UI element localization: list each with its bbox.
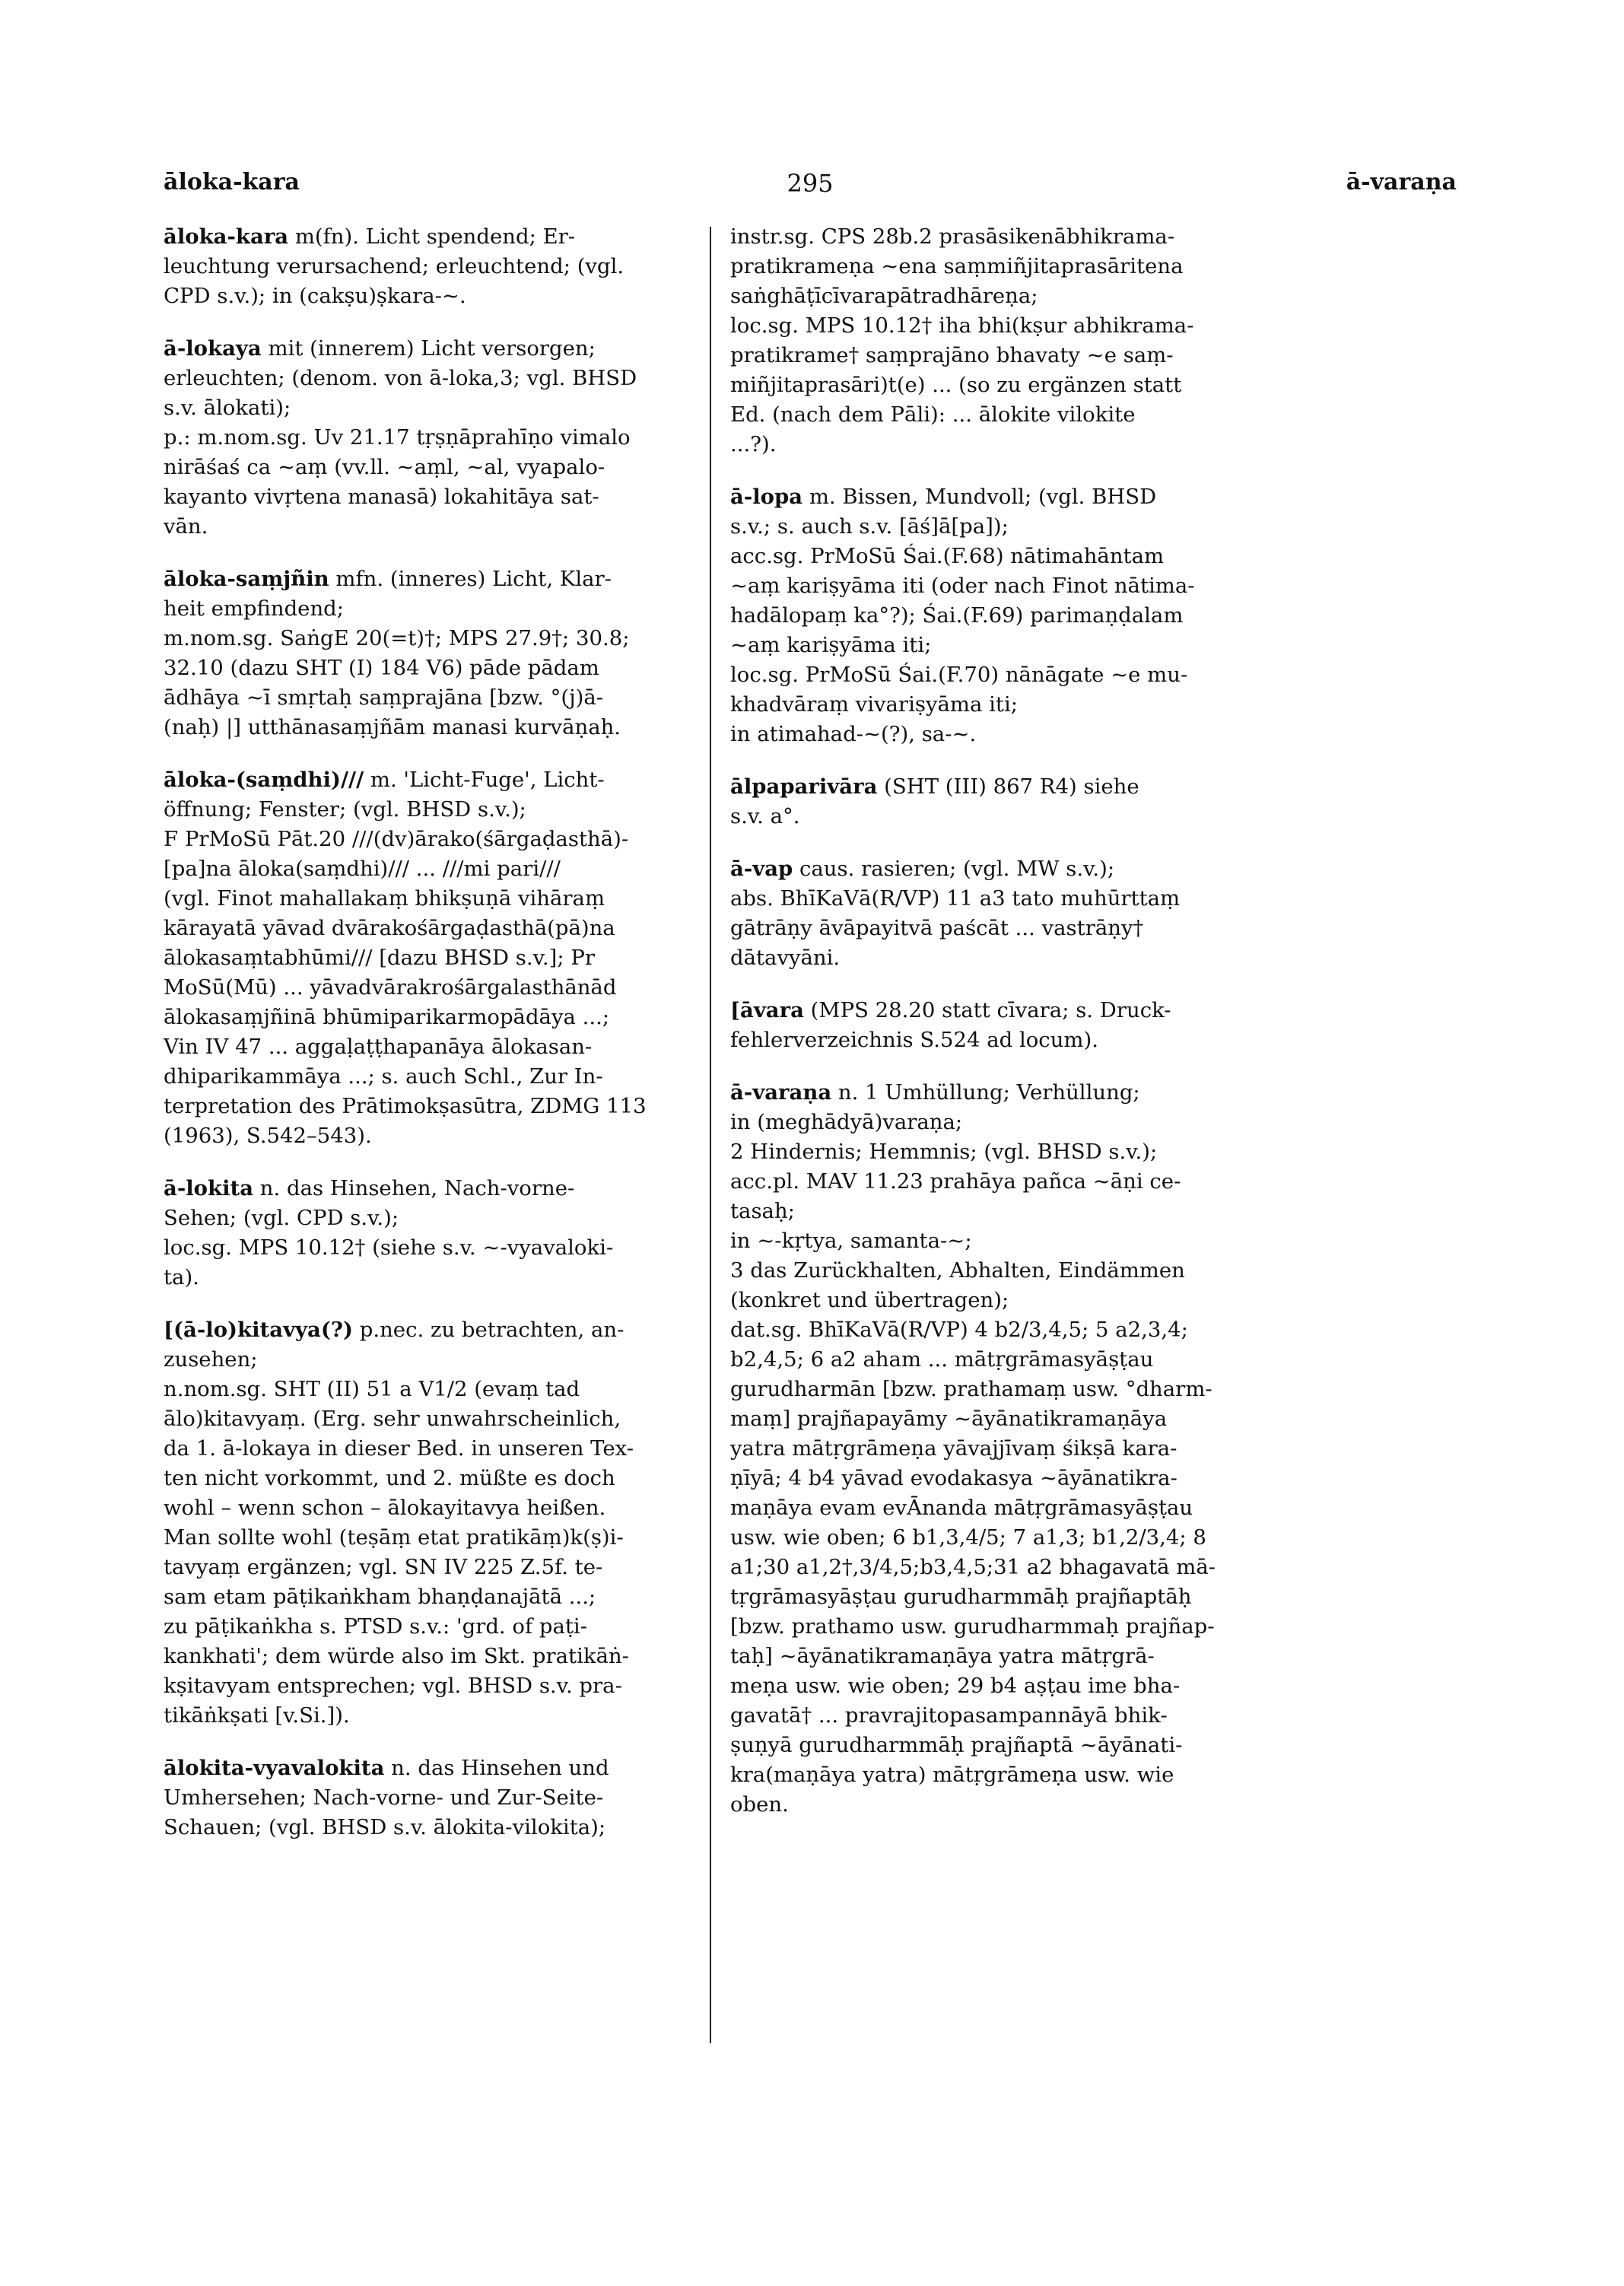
entry-line: dat.sg. BhīKaVā(R/VP) 4 b2/3,4,5; 5 a2,3,4;: [730, 1318, 1188, 1342]
entry-headword: āloka-(saṃdhi)///: [164, 768, 364, 792]
entry-line: taḥ] ~āyānatikramaṇāya yatra mātṛgrā-: [730, 1644, 1155, 1668]
entry-line: (naḥ) |] utthānasaṃjñām manasi kurvāṇaḥ.: [164, 715, 621, 739]
entry-headword: ā-varaṇa: [730, 1080, 832, 1105]
page-number: 295: [787, 169, 834, 198]
entry-line: hadālopaṃ ka°?); Śai.(F.69) parimaṇḍalam: [730, 603, 1184, 628]
entry-line: (konkret und übertragen);: [730, 1288, 1009, 1312]
dictionary-entry: [730, 996, 1346, 1055]
left-column: [164, 222, 757, 1865]
entry-line: oben.: [730, 1792, 789, 1817]
entry-line: öffnung; Fenster; (vgl. BHSD s.v.);: [164, 797, 526, 822]
entry-line: ā-varaṇa n. 1 Umhüllung; Verhüllung;: [730, 1080, 1140, 1105]
entry-line: ṇīyā; 4 b4 yāvad evodakasya ~āyānatikra-: [730, 1466, 1177, 1490]
entry-line: ādhāya ~ī smṛtaḥ saṃprajāna [bzw. °(j)ā-: [164, 685, 604, 710]
entry-line: kārayatā yāvad dvārakośārgaḍasthā(pā)na: [164, 916, 615, 940]
entry-line: 32.10 (dazu SHT (I) 184 V6) pāde pādam: [164, 656, 599, 680]
entry-line: Schauen; (vgl. BHSD s.v. ālokita-vilokita);: [164, 1815, 606, 1839]
entry-line: dātavyāni.: [730, 946, 841, 970]
entry-line: Vin IV 47 ... aggaḷaṭṭhapanāya ālokasan-: [164, 1035, 593, 1059]
entry-line: pratikrameṇa ~ena saṃmiñjitaprasāritena: [730, 254, 1184, 278]
entry-line: loc.sg. MPS 10.12† (siehe s.v. ~-vyavaloki-: [164, 1235, 614, 1260]
entry-line: F PrMoSū Pāt.20 ///(dv)ārako(śārgaḍasthā)-: [164, 827, 629, 851]
entry-line: (1963), S.542–543).: [164, 1124, 372, 1148]
dictionary-entry: [730, 854, 1346, 973]
entry-line: ā-vap caus. rasieren; (vgl. MW s.v.);: [730, 857, 1115, 881]
entry-line: fehlerverzeichnis S.524 ad locum).: [730, 1028, 1098, 1052]
entry-line: ten nicht vorkommt, und 2. müßte es doch: [164, 1466, 615, 1490]
entry-line: acc.sg. PrMoSū Śai.(F.68) nātimahāntam: [730, 544, 1165, 568]
entry-line: ā-lokita n. das Hinsehen, Nach-vorne-: [164, 1176, 575, 1200]
entry-headword: ālpaparivāra: [730, 774, 878, 799]
entry-line: s.v. ālokati);: [164, 396, 291, 420]
entry-line: instr.sg. CPS 28b.2 prasāsikenābhikrama-: [730, 224, 1175, 249]
entry-line: n.nom.sg. SHT (II) 51 a V1/2 (evaṃ tad: [164, 1377, 580, 1401]
entry-line: ...?).: [730, 432, 777, 456]
entry-line: heit empfindend;: [164, 596, 345, 621]
entry-line: [pa]na āloka(saṃdhi)/// ... ///mi pari///: [164, 857, 561, 881]
entry-line: 2 Hindernis; Hemmnis; (vgl. BHSD s.v.);: [730, 1140, 1158, 1164]
entry-line: Umhersehen; Nach-vorne- und Zur-Seite-: [164, 1785, 604, 1810]
entry-line: tavyaṃ ergänzen; vgl. SN IV 225 Z.5f. te-: [164, 1555, 603, 1579]
entry-line: nirāśaś ca ~aṃ (vv.ll. ~aṃl, ~al, vyapalo-: [164, 455, 605, 479]
entry-headword: āloka-kara: [164, 224, 289, 249]
entry-line: MoSū(Mū) ... yāvadvārakrośārgalasthānād: [164, 975, 617, 1000]
entry-headword: ā-lokaya: [164, 336, 262, 361]
entry-line: s.v.; s. auch s.v. [āś]ā[pa]);: [730, 514, 1009, 539]
entry-headword: [(ā-lo)kitavya(?): [164, 1318, 353, 1342]
entry-line: Ed. (nach dem Pāli): ... ālokite vilokite: [730, 402, 1136, 427]
entry-line: sam etam pāṭikaṅkham bhaṇḍanajātā ...;: [164, 1585, 596, 1609]
dictionary-entry: [164, 765, 757, 1151]
entry-headword: āloka-saṃjñin: [164, 567, 329, 591]
entry-line: Sehen; (vgl. CPD s.v.);: [164, 1206, 399, 1230]
entry-line: ālpaparivāra (SHT (III) 867 R4) siehe: [730, 774, 1139, 799]
entry-line: kra(maṇāya yatra) mātṛgrāmeṇa usw. wie: [730, 1763, 1174, 1787]
entry-line: zusehen;: [164, 1347, 258, 1372]
entry-line: maṇāya evam evĀnanda mātṛgrāmasyāṣṭau: [730, 1496, 1193, 1520]
entry-line: leuchtung verursachend; erleuchtend; (vgl.: [164, 254, 624, 278]
dictionary-entry: [164, 1753, 757, 1842]
entry-line: saṅghāṭīcīvarapātradhāreṇa;: [730, 284, 1038, 308]
entry-line: p.: m.nom.sg. Uv 21.17 tṛṣṇāprahīṇo vimalo: [164, 425, 631, 450]
dictionary-entry: [164, 334, 757, 542]
entry-line: terpretation des Prātimokṣasūtra, ZDMG 113: [164, 1094, 647, 1118]
entry-line: ta).: [164, 1265, 199, 1289]
entry-line: vān.: [164, 514, 208, 539]
dictionary-entry: [730, 1078, 1346, 1820]
entry-line: ṣuṇyā gurudharmmāḥ prajñaptā ~āyānati-: [730, 1733, 1183, 1757]
entry-headword: ā-vap: [730, 857, 793, 881]
entry-line: [bzw. prathamo usw. gurudharmmaḥ prajñap-: [730, 1614, 1215, 1639]
dictionary-entry: [730, 222, 1346, 459]
entry-line: āloka-saṃjñin mfn. (inneres) Licht, Klar-: [164, 567, 612, 591]
dictionary-entry: [164, 1315, 757, 1731]
entry-line: khadvāraṃ vivariṣyāma iti;: [730, 692, 1019, 717]
entry-line: wohl – wenn schon – ālokayitavya heißen.: [164, 1496, 606, 1520]
dictionary-entry: [164, 1174, 757, 1292]
dictionary-entry: [164, 564, 757, 742]
entry-line: tikāṅkṣati [v.Si.]).: [164, 1703, 350, 1728]
entry-line: miñjitaprasāri)t(e) ... (so zu ergänzen statt: [730, 373, 1182, 397]
entry-line: [āvara (MPS 28.20 statt cīvara; s. Druck-: [730, 998, 1171, 1022]
dictionary-entry: [730, 772, 1346, 831]
entry-line: da 1. ā-lokaya in dieser Bed. in unseren Tex-: [164, 1436, 634, 1461]
entry-line: b2,4,5; 6 a2 aham ... mātṛgrāmasyāṣṭau: [730, 1347, 1154, 1372]
entry-line: gurudharmān [bzw. prathamaṃ usw. °dharm-: [730, 1377, 1212, 1401]
header-right-guideword: ā-varaṇa: [1346, 169, 1457, 196]
entry-line: erleuchten; (denom. von ā-loka,3; vgl. BHSD: [164, 366, 637, 390]
entry-line: 3 das Zurückhalten, Abhalten, Eindämmen: [730, 1258, 1185, 1283]
entry-headword: ālokita-vyavalokita: [164, 1756, 385, 1780]
entry-line: āloka-(saṃdhi)/// m. 'Licht-Fuge', Licht-: [164, 768, 605, 792]
entry-headword: ā-lokita: [164, 1176, 254, 1200]
entry-line: gātrāṇy āvāpayitvā paścāt ... vastrāṇy†: [730, 916, 1144, 940]
entry-line: ā-lokaya mit (innerem) Licht versorgen;: [164, 336, 596, 361]
entry-line: in ~-kṛtya, samanta-~;: [730, 1229, 972, 1253]
entry-headword: ā-lopa: [730, 485, 803, 509]
entry-line: gavatā† ... pravrajitopasampannāyā bhik-: [730, 1703, 1168, 1728]
entry-line: kayanto vivṛtena manasā) lokahitāya sat-: [164, 485, 599, 509]
entry-line: ālokasaṃjñinā bhūmiparikarmopādāya ...;: [164, 1005, 610, 1029]
entry-line: āloka-kara m(fn). Licht spendend; Er-: [164, 224, 576, 249]
dictionary-entry: [164, 222, 757, 311]
entry-line: in (meghādyā)varaṇa;: [730, 1110, 963, 1134]
entry-line: kankhati'; dem würde also im Skt. pratikāṅ-: [164, 1644, 629, 1668]
entry-line: s.v. a°.: [730, 804, 800, 828]
entry-line: ālo)kitavyaṃ. (Erg. sehr unwahrscheinlich,: [164, 1407, 621, 1431]
entry-line: ~aṃ kariṣyāma iti (oder nach Finot nātima-: [730, 574, 1195, 598]
entry-line: kṣitavyam entsprechen; vgl. BHSD s.v. pra-: [164, 1674, 622, 1698]
entry-line: yatra mātṛgrāmeṇa yāvajjīvaṃ śikṣā kara-: [730, 1436, 1177, 1461]
entry-line: [(ā-lo)kitavya(?) p.nec. zu betrachten, an-: [164, 1318, 624, 1342]
entry-line: usw. wie oben; 6 b1,3,4/5; 7 a1,3; b1,2/3,4; 8: [730, 1525, 1206, 1550]
entry-line: CPD s.v.); in (cakṣu)ṣkara-~.: [164, 284, 466, 308]
entry-line: acc.pl. MAV 11.23 prahāya pañca ~āṇi ce-: [730, 1169, 1181, 1194]
entry-line: loc.sg. PrMoSū Śai.(F.70) nānāgate ~e mu-: [730, 663, 1188, 687]
page-header: [164, 169, 1457, 207]
entry-headword: [āvara: [730, 998, 804, 1022]
entry-line: dhiparikammāya ...; s. auch Schl., Zur In-: [164, 1064, 603, 1089]
entry-line: ālokita-vyavalokita n. das Hinsehen und: [164, 1756, 609, 1780]
entry-line: (vgl. Finot mahallakaṃ bhikṣuṇā vihāraṃ: [164, 886, 605, 911]
entry-line: ā-lopa m. Bissen, Mundvoll; (vgl. BHSD: [730, 485, 1157, 509]
entry-line: pratikrame† saṃprajāno bhavaty ~e saṃ-: [730, 343, 1174, 367]
entry-line: abs. BhīKaVā(R/VP) 11 a3 tato muhūrttaṃ: [730, 886, 1181, 911]
entry-line: ālokasaṃtabhūmi/// [dazu BHSD s.v.]; Pr: [164, 946, 596, 970]
entry-line: tṛgrāmasyāṣṭau gurudharmmāḥ prajñaptāḥ: [730, 1585, 1192, 1609]
entry-line: maṃ] prajñapayāmy ~āyānatikramaṇāya: [730, 1407, 1168, 1431]
right-column: [730, 222, 1346, 1842]
entry-line: loc.sg. MPS 10.12† iha bhi(kṣur abhikrama-: [730, 313, 1194, 338]
entry-line: Man sollte wohl (teṣāṃ etat pratikāṃ)k(ṣ)i-: [164, 1525, 624, 1550]
entry-line: m.nom.sg. SaṅgE 20(=t)†; MPS 27.9†; 30.8;: [164, 626, 630, 650]
entry-line: zu pāṭikaṅkha s. PTSD s.v.: 'grd. of paṭi-: [164, 1614, 588, 1639]
header-left-guideword: āloka-kara: [164, 169, 300, 196]
entry-line: ~aṃ kariṣyāma iti;: [730, 633, 932, 657]
dictionary-entry: [730, 482, 1346, 749]
entry-line: meṇa usw. wie oben; 29 b4 aṣṭau ime bha-: [730, 1674, 1181, 1698]
entry-line: tasaḥ;: [730, 1199, 795, 1223]
entry-line: in atimahad-~(?), sa-~.: [730, 722, 977, 746]
column-divider: [710, 227, 711, 2043]
entry-line: a1;30 a1,2†,3/4,5;b3,4,5;31 a2 bhagavatā mā-: [730, 1555, 1216, 1579]
